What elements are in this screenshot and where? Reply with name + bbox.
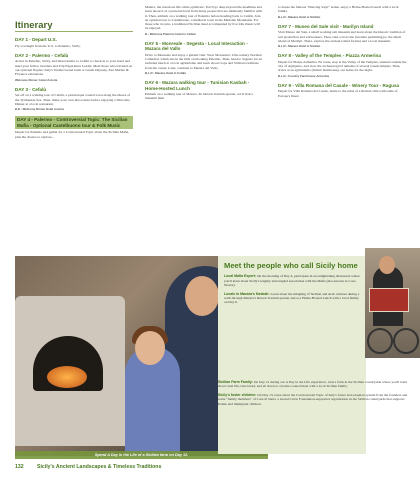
day-body: Depart for Villa Romana del Casale, home to the ruins of a Roman villa with some of Europe's finest [278, 89, 398, 98]
woman-face [185, 276, 219, 316]
column-2-days [145, 5, 263, 101]
meet-title: Meet the people who call Sicily home [224, 261, 358, 270]
day-entry [278, 5, 408, 19]
day-entry [15, 87, 133, 112]
day-heading: DAY 5 - Monreale - Segesta - Local Interaction - Mazara del Vallo [145, 41, 248, 52]
bottom-notes [218, 380, 413, 410]
day-body: Set off on a walking tour of Cefalù, a picturesque coastal town along the shores of the Tyrrhenian Sea. Then, make your own discoveries before enjoying a Welcome Dinner at a local restaurant. [15, 93, 131, 106]
day-body: Embark on a walking tour of Mazara. Its historic Kasbah quarter, we'll visit a museum built [145, 92, 254, 101]
day-entry [15, 53, 133, 82]
day-body: Visit Museo del Sale, a small working salt museum and learn about the historic tradition of salt production and saltworkers. Then, take a boat ride (weather permitting) to the small island of Marilyn. There, explore the ancient island fortress and a local museum. [278, 30, 406, 43]
day-body: Fly overnight from the U.S. to Palermo, Sicily. [15, 43, 81, 48]
photo-caption: Spend A Day in the Life of a Sicilian farm on Day 12. [15, 451, 268, 459]
meet-item-label: Local Mafia Expert: [224, 274, 257, 279]
day-entry [145, 80, 263, 100]
meet-items [218, 274, 366, 304]
itinerary-column-3 [278, 4, 408, 98]
page-footer [15, 463, 410, 475]
day-meals: B,L,D • Mazara Hotel in Sicilian [278, 44, 321, 49]
day-entry [15, 37, 133, 48]
day-entry [145, 5, 263, 36]
day-body: Depart for Palermo and gather for a Controversial Topic about the Sicilian Mafia, plus the chance to explore... [15, 130, 130, 139]
day-meals: B • Welcome Palermo Hotel in Cefalù [145, 31, 196, 36]
day-heading: DAY 8 - Valley of the Temples - Piazza Armerina [278, 53, 381, 59]
girl-face [135, 331, 165, 365]
bicycle-wheel-back [393, 328, 419, 354]
day-heading: DAY 4 - Palermo - Controversial Topic: The Sicilian Mafia - Optional Castelbuono tour & Folk Music [15, 116, 133, 129]
photo-accordion-player [365, 248, 420, 358]
day-entry [15, 116, 133, 138]
bottom-note-label: Sicilian Farm Family: [218, 380, 254, 384]
day-entry [278, 53, 408, 78]
bottom-note [218, 393, 413, 406]
day-heading: DAY 3 - Cefalù [15, 86, 47, 92]
day-body: Drive to Monreale and enjoy a guided visit. View Monreale's 12th-century Norman Cathedral, which sits in the hills overlooking Palermo. Then, head to Segesta for an included lunch at a local agriturismo and learn about crops and Sicilian traditions from the owner. Later, continue to Mazara del Vallo. [145, 52, 262, 70]
meet-item-label: Locals in Mazara's Kasbah: [224, 291, 270, 296]
bottom-note-label: Sicily's foster children: [218, 392, 257, 397]
column-3-days [278, 5, 408, 98]
footer-title: Sicily's Ancient Landscapes & Timeless Traditions [37, 464, 162, 470]
column-1-days [15, 37, 133, 139]
day-meals: B,D • Welcome Dinner Hotel Astoria [15, 107, 64, 112]
day-body: Mantra, the notorious life crime syndicate. You'll go deep beyond the headlines and learn about it as a personal level from many people that are intimately familiar with it. Then, embark on a walking tour of Palermo before heading back to Cefalù. Join an optional tour to Castelbuono, a medieval town in the Madonie Mountains. For those who do join, a traditional Sicilian meal accompanied by live folk music will be enjoyed. [145, 5, 263, 31]
meet-item-text: Learn about the mingling of Sicilian and Arab cultures during a walk through Mazara's historic Kasbah quarter and at a Home-Hosted Lunch with a local family on Day 6. [224, 291, 360, 305]
day-meals: B,L,D • Mazara Hotel in Sicilian [278, 14, 321, 19]
day-entry [278, 83, 408, 98]
day-body: to house the famous "Dancing Satyr" statue, enjoy a Home-Hosted Lunch with a local family. [278, 5, 399, 14]
musician-face [379, 256, 395, 274]
day-entry [278, 24, 408, 49]
day-heading: DAY 6 - Mazara walking tour - Tunisian Kasbah - Home-Hosted Lunch [145, 80, 250, 91]
accordion-illustration [369, 288, 409, 312]
bottom-note-text: On Day 13, learn about the Controversial Topic of Italy's foster and adoption system from the founders and some "family members" of Casa di Santa, a Grand Circle Foundation-supported organization in the Sicilian countryside that supports Italian and immigrant children. [218, 392, 408, 406]
fire-illustration [47, 366, 87, 388]
bottom-note-text: On Day 12 during our A Day in the Life experience, visit a farm in the Sicilian countryside where you'll learn about rural life, take bread, and sit down to a home-cooked meal with a local Sicilian family. [218, 380, 408, 389]
page-title: Itinerary [15, 24, 133, 32]
day-body: Depart for Piazza Armerina. En route, stop at the Valley of the Temples, situated outside the city of Agrigento, and view the archaeological remains of several Greek temples. Then, arrive at an agriturismo (Italian farmhouse), our home for the night. [278, 59, 407, 73]
day-meals: Welcome Dinner; Hotel Astoria [15, 77, 58, 82]
meet-item [224, 292, 360, 305]
meet-item [224, 274, 360, 287]
day-body: Arrive in Palermo, Sicily, and then transfer to Cefalù to check in to your hotel and meet your fellow travelers and Trip Experience Leader. Meet those who traveled on our optional Naples: Italy's Undiscovered Gem or Greek Odyssey, Zen Marino & Florence extensions. [15, 59, 133, 77]
itinerary-column-1 [15, 10, 133, 139]
day-heading: DAY 1 - Depart U.S. [15, 37, 57, 43]
day-heading: DAY 2 - Palermo - Cefalù [15, 53, 69, 58]
bottom-note [218, 380, 413, 389]
day-entry [145, 41, 263, 75]
meet-the-people-box [218, 256, 366, 454]
page-number: 132 [15, 464, 24, 470]
itinerary-column-2 [145, 4, 263, 101]
day-meals: B,L,D • Mazara Hotel in Cefalù [145, 71, 187, 76]
meet-item-text: On the morning of Day 4, participate in an enlightening discussion where you'll learn about Sicily's lengthy and tangled association with the Mafia (also known as Cosa Nostra). [224, 274, 360, 288]
day-meals: B,L,D • Country Farmhouse Armerina [278, 73, 330, 78]
bicycle-wheel-front [367, 328, 393, 354]
day-heading: DAY 7 - Museo del Sale visit - Marilyn Island [278, 23, 374, 29]
day-heading: DAY 9 - Villa Romana del Casale - Winery Tour - Ragusa [278, 83, 400, 89]
